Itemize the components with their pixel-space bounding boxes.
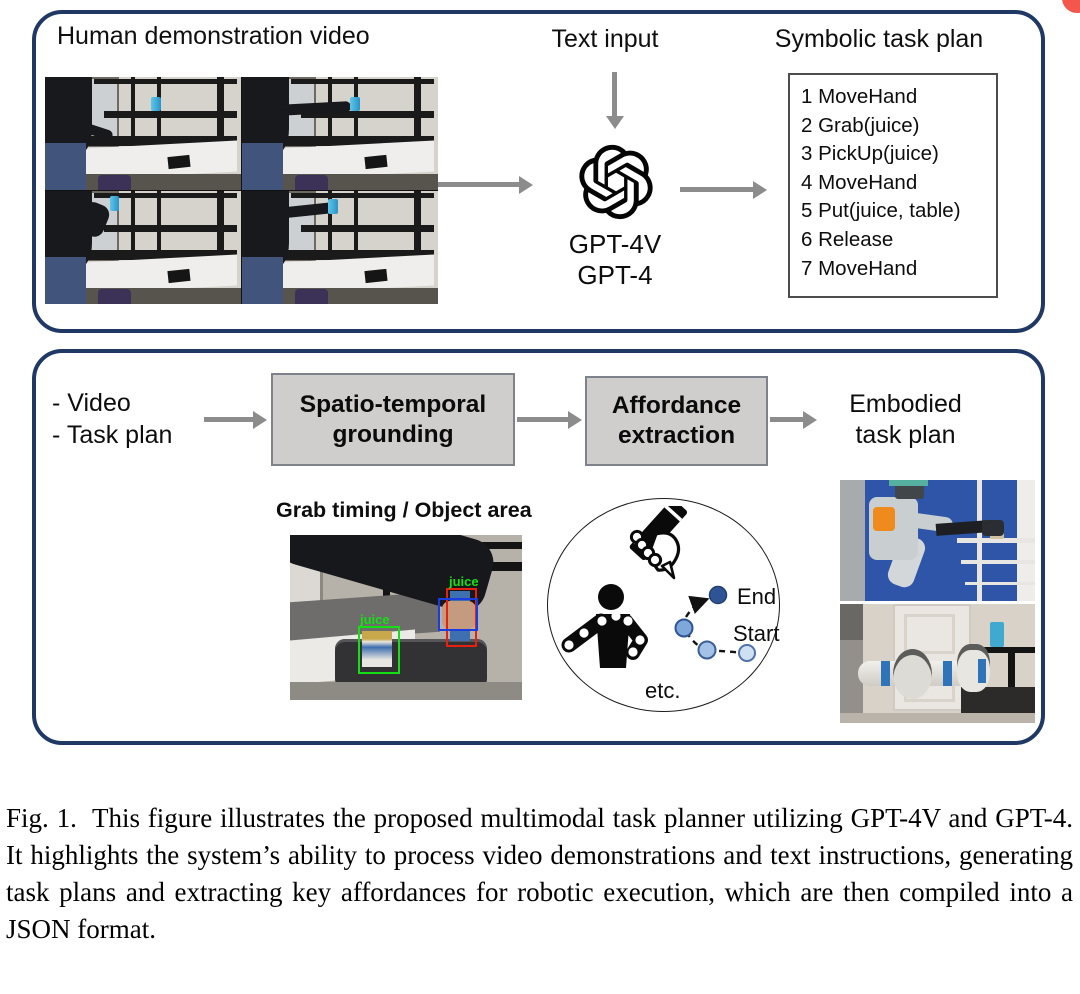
stage-spatio-temporal-grounding xyxy=(271,373,515,466)
plan-step-3: 3 PickUp(juice) xyxy=(801,142,939,166)
grab-hand-icon xyxy=(610,506,692,584)
bbox-juice-table xyxy=(358,626,400,674)
plan-step-4: 4 MoveHand xyxy=(801,170,918,194)
juice-label-hand: juice xyxy=(449,574,479,589)
blue-can xyxy=(990,622,1004,647)
arrow-stage2-to-output-icon xyxy=(770,417,804,422)
arrow-text-to-model-icon xyxy=(612,72,617,117)
plan-step-1: 1 MoveHand xyxy=(801,85,918,108)
start-label: Start xyxy=(733,621,780,646)
video-frame-2 xyxy=(242,77,438,190)
robot-photo-arm xyxy=(840,604,1035,723)
plan-step-7: 7 MoveHand xyxy=(801,256,918,280)
model-name-gpt4v: GPT-4V xyxy=(568,229,662,259)
output-line2: task plan xyxy=(855,421,956,449)
plan-step-6: 6 Release xyxy=(801,227,894,251)
figure-caption: Fig. 1. This figure illustrates the proposed multimodal task planner utilizing GPT-4V and GPT-4. It highlights the system’s ability to process video demonstrations and text instructions, generating task plans and extracting key affordances for robotic execution, which are then compiled into a JSON format. xyxy=(6,803,1080,944)
stage-affordance-extraction xyxy=(585,376,768,466)
arrow-stage1-to-stage2-icon xyxy=(517,417,569,422)
openai-logo-icon xyxy=(577,142,655,222)
human-pose-icon xyxy=(556,584,648,668)
stage1-line2: grounding xyxy=(332,420,454,448)
demo-video-grid xyxy=(45,77,438,304)
plan-step-5: 5 Put(juice, table) xyxy=(801,199,961,223)
symbolic-plan-title: Symbolic task plan xyxy=(774,25,984,53)
stage2-line2: extraction xyxy=(617,422,736,449)
etc-label: etc. xyxy=(645,678,681,703)
arrow-input-to-stage1-icon xyxy=(204,417,254,422)
grab-area-title: Grab timing / Object area xyxy=(276,498,532,522)
end-label: End xyxy=(737,584,777,609)
arrow-model-to-plan-icon xyxy=(680,187,754,192)
robot-photo-humanoid xyxy=(840,480,1035,601)
embodied-output-label xyxy=(828,389,983,451)
juice-label-table: juice xyxy=(360,612,390,627)
stage1-line1: Spatio-temporal xyxy=(299,390,487,418)
grab-photo xyxy=(290,535,522,700)
plan-step-2: 2 Grab(juice) xyxy=(801,113,920,137)
human-demo-title: Human demonstration video xyxy=(57,22,370,50)
input-item-task-plan: - Task plan xyxy=(52,421,173,449)
arrow-video-to-model-icon xyxy=(438,182,520,187)
bbox-hand xyxy=(438,598,478,631)
stage2-line1: Affordance xyxy=(611,392,742,419)
red-badge[interactable] xyxy=(1062,0,1080,13)
output-line1: Embodied xyxy=(849,390,962,418)
video-frame-1 xyxy=(45,77,241,190)
input-list xyxy=(52,387,172,451)
text-input-label: Text input xyxy=(551,25,659,53)
video-frame-3 xyxy=(45,191,241,304)
model-names xyxy=(545,229,685,291)
model-name-gpt4: GPT-4 xyxy=(577,260,653,290)
video-frame-4 xyxy=(242,191,438,304)
input-item-video: - Video xyxy=(52,389,131,417)
symbolic-plan-box xyxy=(788,73,998,298)
